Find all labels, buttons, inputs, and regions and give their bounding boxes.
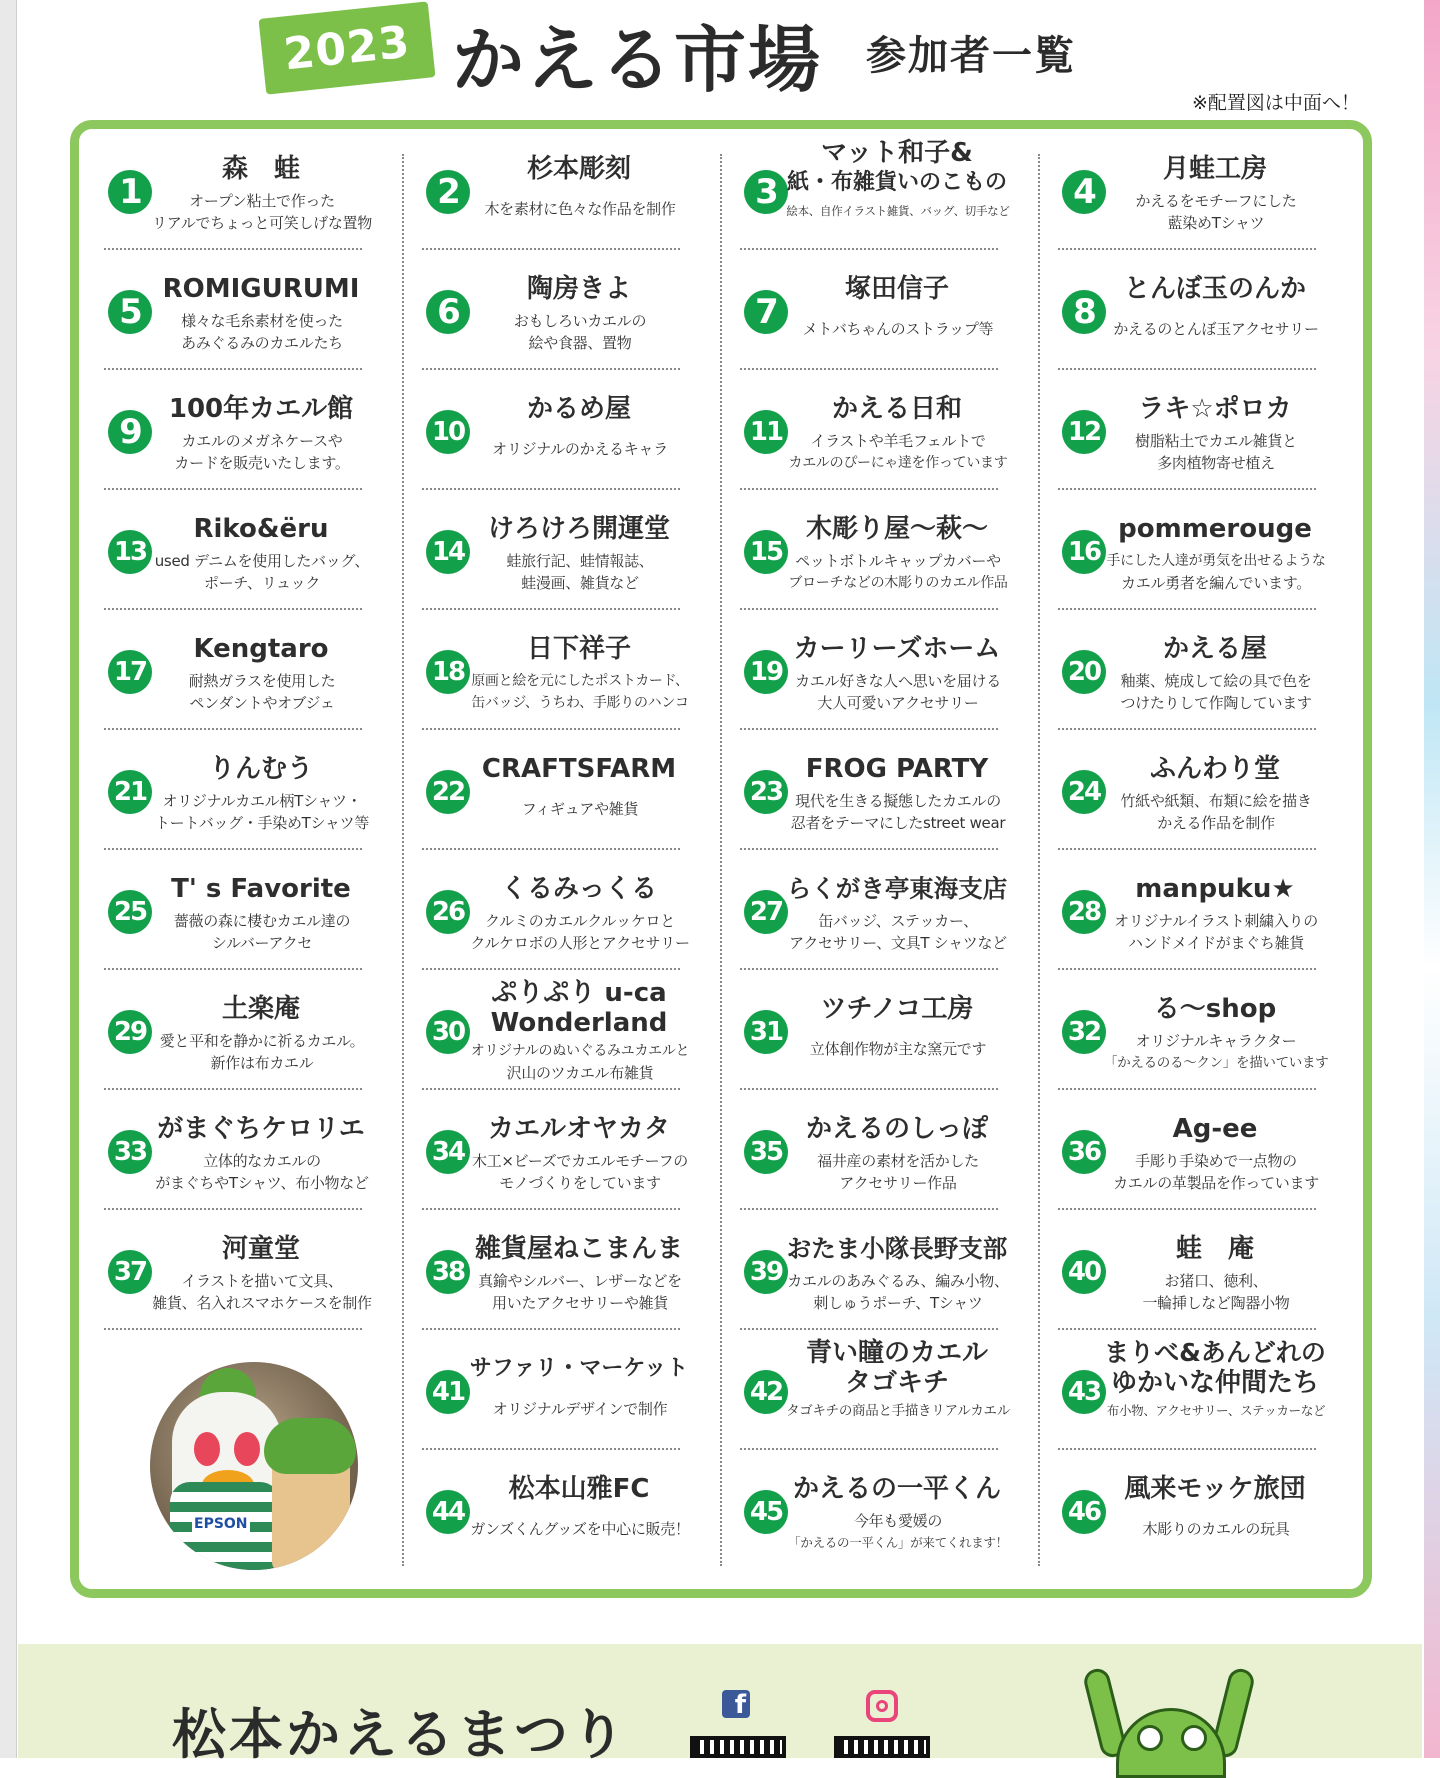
- participant-entry: [1046, 372, 1328, 494]
- participant-name: 月蛙工房: [1162, 154, 1267, 184]
- participant-number-badge: 40: [1062, 1250, 1106, 1294]
- participant-name: かえるのしっぽ: [805, 1114, 988, 1144]
- participant-name: かえる屋: [1162, 634, 1267, 664]
- participant-description: 多肉植物寄せ植え: [1157, 454, 1275, 472]
- participant-entry: [92, 132, 374, 254]
- participant-description: 耐熱ガラスを使用した: [188, 672, 336, 690]
- participant-description: アクセサリー作品: [839, 1174, 957, 1192]
- participant-name: 陶房きよ: [526, 274, 631, 304]
- participant-name: 河童堂: [221, 1234, 300, 1264]
- participant-entry: [728, 492, 1010, 614]
- participant-description: かえる作品を制作: [1157, 814, 1275, 832]
- participant-number-badge: 31: [744, 1010, 788, 1054]
- participant-number-badge: 24: [1062, 770, 1106, 814]
- participant-entry: [410, 1212, 692, 1334]
- participant-description: 立体創作物が主な窯元です: [809, 1040, 987, 1058]
- participant-name: かるめ屋: [526, 394, 631, 424]
- participant-description: つけたりして作陶しています: [1120, 694, 1312, 712]
- participant-description: モノづくりをしています: [499, 1174, 661, 1192]
- participant-entry: [410, 252, 692, 374]
- participant-description: タゴキチの商品と手描きリアルカエル: [786, 1403, 1010, 1419]
- participant-entry: [728, 372, 1010, 494]
- participant-description: 沢山のツカエル布雑貨: [506, 1064, 654, 1082]
- participant-name: がまぐちケロリエ: [157, 1114, 365, 1144]
- participant-name: T' s Favorite: [171, 874, 351, 904]
- participant-description: かえるのとんぼ玉アクセサリー: [1113, 320, 1319, 338]
- participant-description: 木工×ビーズでカエルモチーフの: [472, 1152, 688, 1170]
- participant-number-badge: 45: [744, 1490, 788, 1534]
- participant-number-badge: 43: [1062, 1370, 1106, 1414]
- participant-number-badge: 34: [426, 1130, 470, 1174]
- participant-name: カエルオヤカタ: [487, 1114, 670, 1144]
- participant-description: ブローチなどの木彫りのカエル作品: [788, 575, 1008, 591]
- participant-number-badge: 1: [108, 170, 152, 214]
- participant-description: アクセサリー、文具T シャツなど: [789, 934, 1007, 952]
- column-divider: [402, 154, 404, 1566]
- participant-number-badge: 23: [744, 770, 788, 814]
- participant-entry: [728, 1092, 1010, 1214]
- participant-description: トートバッグ・手染めTシャツ等: [154, 814, 370, 832]
- participant-number-badge: 17: [108, 650, 152, 694]
- participant-description: クルミのカエルクルッケロと: [485, 912, 675, 930]
- participant-description: 刺しゅうポーチ、Tシャツ: [813, 1294, 983, 1312]
- participant-description: カエルの革製品を作っています: [1113, 1174, 1319, 1192]
- participant-number-badge: 2: [426, 170, 470, 214]
- participant-entry: [410, 1452, 692, 1574]
- participant-description: 木彫りのカエルの玩具: [1142, 1520, 1290, 1538]
- participant-number-badge: 33: [108, 1130, 152, 1174]
- participant-description: 絵や食器、置物: [528, 334, 632, 352]
- participant-description: 原画と絵を元にしたポストカード、: [471, 673, 689, 689]
- participant-entry: [1046, 1092, 1328, 1214]
- participant-number-badge: 36: [1062, 1130, 1106, 1174]
- participant-description: オープン粘土で作った: [189, 192, 335, 210]
- participant-number-badge: 9: [108, 410, 152, 454]
- participant-entry: [92, 852, 374, 974]
- participant-name: サファリ・マーケット: [469, 1356, 689, 1381]
- instagram-icon[interactable]: [866, 1690, 898, 1722]
- participant-description: 用いたアクセサリーや雑貨: [492, 1294, 668, 1312]
- participant-description: オリジナルデザインで制作: [492, 1400, 668, 1418]
- participant-description: イラストを描いて文具、: [181, 1272, 343, 1290]
- participant-number-badge: 10: [426, 410, 470, 454]
- layout-note: ※配置図は中面へ！: [1192, 92, 1360, 114]
- participant-name: かえる日和: [831, 394, 962, 424]
- participant-description: 「かえるのる～クン」を描いています: [1104, 1055, 1329, 1071]
- participant-number-badge: 18: [426, 650, 470, 694]
- participant-name: ツチノコ工房: [820, 994, 974, 1024]
- participant-entry: [1046, 1212, 1328, 1334]
- participant-name: りんむう: [208, 754, 313, 784]
- participant-number-badge: 26: [426, 890, 470, 934]
- participant-description: 「かえるの一平くん」が来てくれます！: [788, 1535, 1008, 1550]
- participant-entry: [92, 1092, 374, 1214]
- participant-entry: [1046, 852, 1328, 974]
- participant-name: 日下祥子: [526, 634, 631, 664]
- participant-name: 塚田信子: [844, 274, 949, 304]
- participant-entry: [728, 732, 1010, 854]
- participant-name: ふんわり堂: [1149, 754, 1280, 784]
- participant-number-badge: 41: [426, 1370, 470, 1414]
- participant-number-badge: 21: [108, 770, 152, 814]
- participant-description: オリジナルイラスト刺繍入りの: [1114, 912, 1318, 930]
- participant-entry: [410, 372, 692, 494]
- participant-description: がまぐちやTシャツ、布小物など: [155, 1174, 369, 1192]
- participant-description: 愛と平和を静かに祈るカエル。: [159, 1032, 365, 1050]
- frog-head: [264, 1418, 356, 1474]
- participant-name: 土楽庵: [221, 994, 300, 1024]
- participant-description: 竹紙や紙類、布類に絵を描き: [1120, 792, 1312, 810]
- participant-number-badge: 5: [108, 290, 152, 334]
- participant-description: かえるをモチーフにした: [1135, 192, 1297, 210]
- participant-description: 現代を生きる擬態したカエルの: [795, 792, 1001, 810]
- participant-name: 木彫り屋～萩～: [805, 514, 988, 544]
- participant-number-badge: 7: [744, 290, 788, 334]
- participant-entry: [92, 252, 374, 374]
- participant-number-badge: 15: [744, 530, 788, 574]
- participant-entry: [410, 132, 692, 254]
- page-edge-right: [1424, 0, 1440, 1758]
- participant-entry: [1046, 1452, 1328, 1574]
- participant-description: 手にした人達が勇気を出せるような: [1106, 553, 1326, 569]
- participant-description: シルバーアクセ: [211, 934, 313, 952]
- participant-description: 忍者をテーマにしたstreet wear: [790, 814, 1006, 832]
- participant-name: 風来モッケ旅団: [1124, 1474, 1306, 1504]
- frog-illustration: [1080, 1668, 1260, 1758]
- participant-description: オリジナルのぬいぐるみユカエルと: [470, 1043, 690, 1059]
- participant-entry: [410, 852, 692, 974]
- participant-description: カエルのぴーにゃ達を作っています: [788, 455, 1008, 471]
- year-text: 2023: [281, 16, 413, 80]
- participant-name: Kengtaro: [193, 634, 329, 664]
- participant-entry: [92, 732, 374, 854]
- participant-entry: [92, 492, 374, 614]
- participant-description: 釉薬、焼成して絵の具で色を: [1120, 672, 1312, 690]
- facebook-icon[interactable]: f: [722, 1690, 750, 1718]
- page-subtitle: 参加者一覧: [866, 33, 1076, 79]
- participant-entry: [728, 1212, 1010, 1334]
- column-divider: [1038, 154, 1040, 1566]
- participant-description: 一輪挿しなど陶器小物: [1142, 1294, 1290, 1312]
- participant-name: おたま小隊長野支部: [786, 1234, 1008, 1263]
- participant-number-badge: 35: [744, 1130, 788, 1174]
- participant-name: くるみっくる: [500, 874, 657, 904]
- participant-description: イラストや羊毛フェルトで: [810, 432, 986, 450]
- participant-entry: [410, 492, 692, 614]
- participant-number-badge: 32: [1062, 1010, 1106, 1054]
- participant-description: 樹脂粘土でカエル雑貨と: [1135, 432, 1297, 450]
- participant-description: お猪口、徳利、: [1164, 1272, 1268, 1290]
- participant-number-badge: 19: [744, 650, 788, 694]
- participant-number-badge: 11: [744, 410, 788, 454]
- participant-description: カエル好きな人へ思いを届ける: [795, 672, 1001, 690]
- participant-number-badge: 14: [426, 530, 470, 574]
- frog-head: [1116, 1708, 1226, 1778]
- participant-number-badge: 37: [108, 1250, 152, 1294]
- participant-name: カーリーズホーム: [793, 634, 1001, 664]
- participant-number-badge: 44: [426, 1490, 470, 1534]
- participant-entry: [92, 372, 374, 494]
- participant-number-badge: 29: [108, 1010, 152, 1054]
- participant-name: とんぼ玉のんか: [1123, 274, 1306, 304]
- participant-description: 缶バッジ、ステッカー、: [818, 912, 978, 930]
- participant-name: 森 蛙: [221, 154, 300, 184]
- participant-name: Wonderland: [490, 1008, 668, 1038]
- participant-name: ラキ☆ポロカ: [1138, 394, 1292, 424]
- participant-number-badge: 8: [1062, 290, 1106, 334]
- participant-number-badge: 4: [1062, 170, 1106, 214]
- year-badge: [258, 1, 435, 94]
- participant-description: おもしろいカエルの: [513, 312, 647, 330]
- frog-mascot: [272, 1432, 350, 1570]
- participant-name: Riko&ëru: [193, 514, 329, 544]
- participant-entry: [1046, 612, 1328, 734]
- participant-description: 新作は布カエル: [210, 1054, 314, 1072]
- participant-number-badge: 20: [1062, 650, 1106, 694]
- participant-entry: [1046, 492, 1328, 614]
- participant-number-badge: 6: [426, 290, 470, 334]
- participant-number-badge: 38: [426, 1250, 470, 1294]
- participant-number-badge: 28: [1062, 890, 1106, 934]
- participant-number-badge: 42: [744, 1370, 788, 1414]
- mascot-shirt: [170, 1482, 280, 1570]
- participant-number-badge: 30: [426, 1010, 470, 1054]
- participant-name: 蛙 庵: [1175, 1234, 1254, 1264]
- participant-number-badge: 46: [1062, 1490, 1106, 1534]
- participant-entry: [92, 972, 374, 1094]
- participant-entry: [410, 1332, 692, 1454]
- participant-description: 大人可愛いアクセサリー: [817, 694, 979, 712]
- participant-name: 100年カエル館: [168, 394, 354, 424]
- participant-entry: [728, 252, 1010, 374]
- participant-name: 杉本彫刻: [526, 154, 631, 184]
- participant-entry: [1046, 732, 1328, 854]
- participant-description: オリジナルキャラクター: [1135, 1032, 1297, 1050]
- frog-eye: [1137, 1725, 1163, 1751]
- participant-description: あみぐるみのカエルたち: [181, 334, 343, 352]
- participant-description: オリジナルのかえるキャラ: [492, 440, 668, 458]
- participant-entry: [1046, 252, 1328, 374]
- shirt-logo: EPSON: [194, 1516, 248, 1532]
- participant-description: ハンドメイドがまぐち雑貨: [1128, 934, 1304, 952]
- participant-description: 今年も愛媛の: [853, 1512, 943, 1530]
- page-edge-left: [0, 0, 17, 1758]
- participant-number-badge: 39: [744, 1250, 788, 1294]
- participant-description: 様々な毛糸素材を使った: [181, 312, 343, 330]
- participant-name: ROMIGURUMI: [162, 274, 360, 304]
- participant-name: まりべ&あんどれの: [1104, 1338, 1326, 1367]
- participant-entry: [728, 612, 1010, 734]
- participant-name: 雑貨屋ねこまんま: [474, 1234, 683, 1264]
- participant-description: クルケロボの人形とアクセサリー: [470, 934, 690, 952]
- participant-description: 蛙漫画、雑貨など: [521, 574, 639, 592]
- mascot-eye: [194, 1432, 220, 1466]
- mascot-photo: [150, 1362, 358, 1570]
- frog-eye: [1181, 1725, 1207, 1751]
- participant-description: ポーチ、リュック: [203, 574, 321, 592]
- footer-title: 松本かえるまつり: [172, 1703, 628, 1766]
- participant-description: 立体的なカエルの: [203, 1152, 321, 1170]
- participant-description: リアルでちょっと可笑しげな置物: [152, 214, 372, 232]
- facebook-qr-code[interactable]: [690, 1736, 786, 1758]
- mascot-eye: [234, 1432, 260, 1466]
- participant-description: ガンズくんグッズを中心に販売！: [470, 1520, 690, 1538]
- participant-description: ペンダントやオブジェ: [189, 694, 335, 712]
- participant-number-badge: 13: [108, 530, 152, 574]
- participant-name: ゆかいな仲間たち: [1110, 1368, 1319, 1398]
- participant-entry: [410, 732, 692, 854]
- participant-number-badge: 22: [426, 770, 470, 814]
- participant-description: カードを販売いたします。: [174, 454, 350, 472]
- participant-name: マット和子&: [821, 138, 973, 168]
- participant-entry: [728, 852, 1010, 974]
- participant-number-badge: 3: [744, 170, 788, 214]
- participant-name: ぷりぷり u-ca: [491, 978, 667, 1008]
- participant-description: フィギュアや雑貨: [521, 800, 639, 818]
- participant-description: 薔薇の森に棲むカエル達の: [173, 912, 351, 930]
- participant-description: カエルのあみぐるみ、編み小物、: [787, 1272, 1009, 1290]
- participant-number-badge: 27: [744, 890, 788, 934]
- participant-entry: [728, 1452, 1010, 1574]
- participant-number-badge: 16: [1062, 530, 1106, 574]
- participant-entry: [728, 132, 1010, 254]
- participant-name: pommerouge: [1118, 514, 1312, 544]
- participant-description: 藍染めTシャツ: [1167, 214, 1265, 232]
- participant-entry: [1046, 972, 1328, 1094]
- participant-description: used デニムを使用したバッグ、: [154, 552, 370, 570]
- participant-name: 青い瞳のカエル: [805, 1338, 988, 1368]
- participant-entry: [728, 1332, 1010, 1454]
- page-title: かえる市場: [452, 18, 823, 102]
- participant-name: 紙・布雑貨いのこもの: [786, 170, 1007, 195]
- participant-description: 手彫り手染めで一点物の: [1135, 1152, 1297, 1170]
- participant-name: らくがき亭東海支店: [786, 874, 1008, 903]
- participant-entry: [728, 972, 1010, 1094]
- participant-entry: [92, 1212, 374, 1334]
- participant-entry: [410, 1092, 692, 1214]
- column-divider: [720, 154, 722, 1566]
- participant-description: メトバちゃんのストラップ等: [802, 320, 994, 338]
- participant-number-badge: 12: [1062, 410, 1106, 454]
- participant-description: 絵本、自作イラスト雑貨、バッグ、切手など: [786, 204, 1010, 218]
- participant-description: カエル勇者を編んでいます。: [1121, 574, 1311, 592]
- participant-number-badge: 25: [108, 890, 152, 934]
- participant-name: manpuku★: [1135, 874, 1295, 904]
- participant-description: ペットボトルキャップカバーや: [795, 552, 1001, 570]
- participant-entry: [410, 612, 692, 734]
- participant-name: CRAFTSFARM: [481, 754, 677, 784]
- participant-name: る～shop: [1153, 994, 1277, 1024]
- participant-name: Ag-ee: [1172, 1114, 1258, 1144]
- participant-description: 福井産の素材を活かした: [817, 1152, 979, 1170]
- participant-entry: [92, 612, 374, 734]
- participant-entry: [1046, 132, 1328, 254]
- participant-entry: [1046, 1332, 1328, 1454]
- participant-description: 蛙旅行記、蛙情報誌、: [506, 552, 654, 570]
- participant-description: カエルのメガネケースや: [181, 432, 343, 450]
- participant-name: かえるの一平くん: [792, 1474, 1001, 1504]
- participant-name: 松本山雅FC: [508, 1474, 650, 1504]
- participant-description: 雑貨、名入れスマホケースを制作: [152, 1294, 372, 1312]
- instagram-qr-code[interactable]: [834, 1736, 930, 1758]
- participant-entry: [410, 972, 692, 1094]
- participant-description: 木を素材に色々な作品を制作: [484, 200, 676, 218]
- participant-name: けろけろ開運堂: [487, 514, 670, 544]
- participant-description: 真鍮やシルバー、レザーなどを: [478, 1272, 682, 1290]
- participant-description: オリジナルカエル柄Tシャツ・: [162, 792, 362, 810]
- participant-description: 缶バッジ、うちわ、手彫りのハンコ: [471, 695, 689, 711]
- participant-name: タゴキチ: [844, 1368, 949, 1398]
- participant-description: 布小物、アクセサリー、ステッカーなど: [1106, 1403, 1326, 1418]
- participant-name: FROG PARTY: [805, 754, 989, 784]
